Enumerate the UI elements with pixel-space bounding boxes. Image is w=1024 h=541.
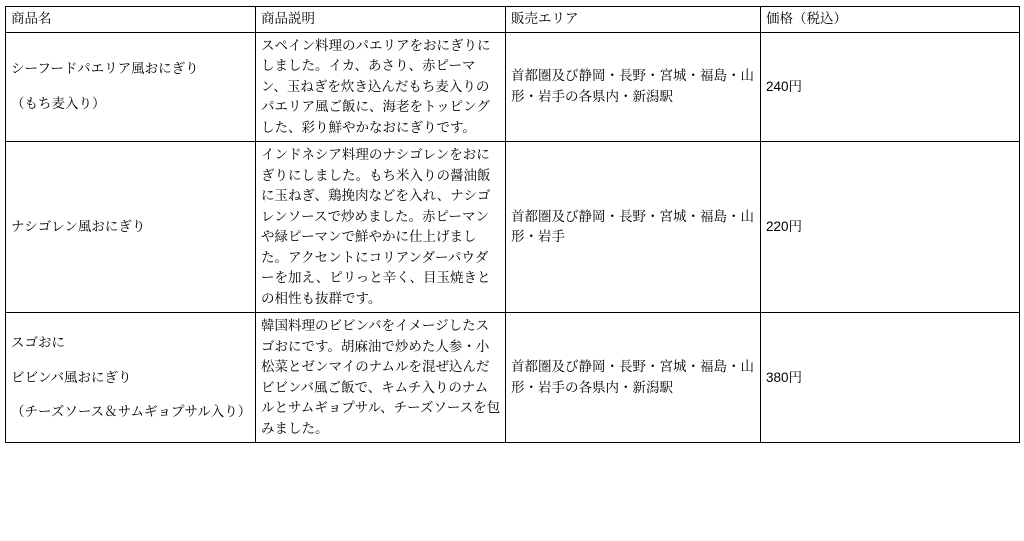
cell-product-description [256, 32, 506, 142]
table-row [6, 32, 1020, 142]
column-header-product-name: 商品名 [6, 7, 256, 33]
product-name-line: スゴおに [11, 334, 65, 350]
product-name-line: シーフードパエリア風おにぎり [11, 61, 199, 77]
cell-product-name [6, 142, 256, 313]
column-header-sales-area: 販売エリア [506, 7, 761, 33]
cell-product-name [6, 313, 256, 443]
table-row [6, 313, 1020, 443]
product-name-line: ナシゴレン風おにぎり [11, 218, 146, 234]
cell-price: 220円 [761, 142, 1020, 313]
column-header-price: 価格（税込） [761, 7, 1020, 33]
product-table [5, 6, 1020, 443]
table-header-row [6, 7, 1020, 33]
product-description-text: 韓国料理のビビンバをイメージしたスゴおにです。胡麻油で炒めた人参・小松菜とゼンマイのナムルを混ぜ込んだビビンバ風ご飯で、キムチ入りのナムルとサムギョプサル、チーズソースを包みました。 [261, 318, 501, 436]
cell-sales-area: 首都圏及び静岡・長野・宮城・福島・山形・岩手 [506, 142, 761, 313]
cell-product-name [6, 32, 256, 142]
product-description-text: インドネシア料理のナシゴレンをおにぎりにしました。もち米入りの醤油飯に玉ねぎ、鶏挽肉などを入れ、ナシゴレンソースで炒めました。赤ピーマンや緑ピーマンで鮮やかに仕上げました。アクセントにコリアンダーパウダーを加え、ピリっと辛く、目玉焼きとの相性も抜群です。 [261, 147, 491, 306]
product-name-line: ビビンバ風おにぎり [11, 369, 132, 385]
cell-product-description [256, 142, 506, 313]
cell-price: 240円 [761, 32, 1020, 142]
cell-sales-area: 首都圏及び静岡・長野・宮城・福島・山形・岩手の各県内・新潟駅 [506, 32, 761, 142]
cell-sales-area: 首都圏及び静岡・長野・宮城・福島・山形・岩手の各県内・新潟駅 [506, 313, 761, 443]
product-description-text: スペイン料理のパエリアをおにぎりにしました。イカ、あさり、赤ピーマン、玉ねぎを炊き込んだもち麦入りのパエリア風ご飯に、海老をトッピングした、彩り鮮やかなおにぎりです。 [261, 37, 491, 135]
table-row [6, 142, 1020, 313]
cell-price: 380円 [761, 313, 1020, 443]
document-sheet [0, 6, 1024, 541]
column-header-product-description: 商品説明 [256, 7, 506, 33]
cell-product-description [256, 313, 506, 443]
product-name-line: （もち麦入り） [11, 95, 106, 111]
product-name-line: （チーズソース＆サムギョプサル入り） [11, 404, 252, 420]
